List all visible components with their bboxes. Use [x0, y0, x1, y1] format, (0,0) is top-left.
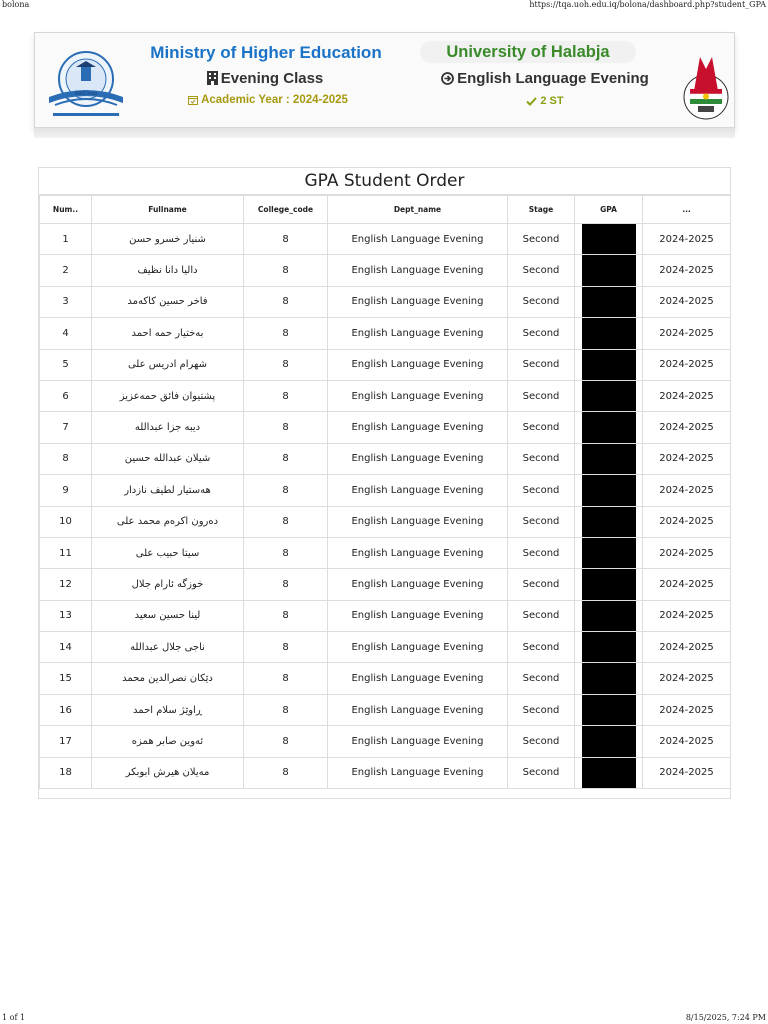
- cell-fullname: ڕاوێژ سلام احمد: [92, 694, 244, 725]
- cell-fullname: شنیار خسرو حسن: [92, 224, 244, 255]
- cell-college-code: 8: [244, 600, 328, 631]
- cell-college-code: 8: [244, 286, 328, 317]
- table-row: [40, 694, 731, 725]
- gpa-redacted-block: [582, 444, 636, 474]
- cell-dept-name: English Language Evening: [328, 349, 508, 380]
- cell-fullname: پشتیوان فائق حمەعزیز: [92, 380, 244, 411]
- cell-num: 17: [40, 726, 92, 757]
- cell-academic-year: 2024-2025: [643, 443, 731, 474]
- cell-stage: Second: [508, 255, 575, 286]
- building-icon: [207, 71, 218, 85]
- cell-fullname: دالیا دانا نظیف: [92, 255, 244, 286]
- cell-gpa: [575, 694, 643, 725]
- table-row: [40, 537, 731, 568]
- table-row: [40, 349, 731, 380]
- cell-gpa: [575, 380, 643, 411]
- cell-academic-year: 2024-2025: [643, 286, 731, 317]
- cell-college-code: 8: [244, 412, 328, 443]
- cell-num: 13: [40, 600, 92, 631]
- cell-fullname: خوزگە ئارام جلال: [92, 569, 244, 600]
- cell-fullname: مەیلان هیرش ابوبکر: [92, 757, 244, 788]
- cell-gpa: [575, 475, 643, 506]
- cell-college-code: 8: [244, 537, 328, 568]
- cell-num: 2: [40, 255, 92, 286]
- cell-college-code: 8: [244, 694, 328, 725]
- stage-indicator: [495, 95, 595, 107]
- university-logo: [680, 51, 732, 121]
- cell-gpa: [575, 286, 643, 317]
- cell-num: 18: [40, 757, 92, 788]
- cell-fullname: شیلان عبدالله حسین: [92, 443, 244, 474]
- cell-college-code: 8: [244, 443, 328, 474]
- cell-college-code: 8: [244, 757, 328, 788]
- cell-num: 11: [40, 537, 92, 568]
- cell-gpa: [575, 443, 643, 474]
- cell-dept-name: English Language Evening: [328, 632, 508, 663]
- cell-college-code: 8: [244, 726, 328, 757]
- gpa-redacted-block: [582, 538, 636, 568]
- cell-dept-name: English Language Evening: [328, 286, 508, 317]
- gpa-redacted-block: [582, 663, 636, 693]
- cell-stage: Second: [508, 443, 575, 474]
- cell-academic-year: 2024-2025: [643, 255, 731, 286]
- cell-stage: Second: [508, 349, 575, 380]
- print-header: [0, 0, 768, 12]
- cell-dept-name: English Language Evening: [328, 569, 508, 600]
- cell-college-code: 8: [244, 632, 328, 663]
- cell-dept-name: English Language Evening: [328, 318, 508, 349]
- cell-gpa: [575, 537, 643, 568]
- cell-gpa: [575, 600, 643, 631]
- cell-academic-year: 2024-2025: [643, 412, 731, 443]
- cell-academic-year: 2024-2025: [643, 318, 731, 349]
- cell-fullname: لینا حسین سعید: [92, 600, 244, 631]
- cell-num: 15: [40, 663, 92, 694]
- cell-college-code: 8: [244, 224, 328, 255]
- cell-stage: Second: [508, 412, 575, 443]
- cell-dept-name: English Language Evening: [328, 663, 508, 694]
- calendar-check-icon: [188, 95, 198, 105]
- cell-academic-year: 2024-2025: [643, 757, 731, 788]
- cell-num: 8: [40, 443, 92, 474]
- cell-dept-name: English Language Evening: [328, 475, 508, 506]
- cell-dept-name: English Language Evening: [328, 506, 508, 537]
- cell-dept-name: English Language Evening: [328, 600, 508, 631]
- ministry-title: Ministry of Higher Education: [150, 43, 382, 62]
- arrow-circle-right-icon: [441, 72, 454, 85]
- cell-academic-year: 2024-2025: [643, 663, 731, 694]
- table-row: [40, 286, 731, 317]
- table-row: [40, 506, 731, 537]
- gpa-table-panel: [38, 167, 731, 799]
- cell-gpa: [575, 318, 643, 349]
- cell-stage: Second: [508, 726, 575, 757]
- cell-fullname: دێکان نصرالدین محمد: [92, 663, 244, 694]
- cell-fullname: هەستیار لطیف نازدار: [92, 475, 244, 506]
- class-type-label: Evening Class: [220, 70, 324, 87]
- cell-college-code: 8: [244, 475, 328, 506]
- gpa-redacted-block: [582, 255, 636, 285]
- logo-left-text: KRG Iraq: [75, 91, 97, 97]
- col-more: ...: [643, 196, 731, 224]
- cell-stage: Second: [508, 757, 575, 788]
- cell-num: 7: [40, 412, 92, 443]
- table-row: [40, 443, 731, 474]
- table-row: [40, 380, 731, 411]
- cell-stage: Second: [508, 224, 575, 255]
- cell-num: 12: [40, 569, 92, 600]
- table-row: [40, 726, 731, 757]
- academic-year-label: Academic Year : 2024-2025: [201, 94, 348, 106]
- stage-indicator-label: 2 ST: [540, 95, 564, 107]
- department-heading: [415, 70, 675, 87]
- cell-stage: Second: [508, 694, 575, 725]
- cell-num: 16: [40, 694, 92, 725]
- table-row: [40, 318, 731, 349]
- cell-college-code: 8: [244, 506, 328, 537]
- cell-num: 5: [40, 349, 92, 380]
- cell-gpa: [575, 757, 643, 788]
- academic-year: [163, 94, 373, 106]
- cell-dept-name: English Language Evening: [328, 380, 508, 411]
- table-row: [40, 255, 731, 286]
- cell-stage: Second: [508, 632, 575, 663]
- cell-academic-year: 2024-2025: [643, 537, 731, 568]
- cell-gpa: [575, 506, 643, 537]
- gpa-redacted-block: [582, 350, 636, 380]
- cell-num: 4: [40, 318, 92, 349]
- cell-stage: Second: [508, 600, 575, 631]
- gpa-redacted-block: [582, 412, 636, 442]
- cell-college-code: 8: [244, 318, 328, 349]
- print-page-title: bolona: [2, 0, 30, 9]
- header-divider: [34, 128, 735, 138]
- cell-dept-name: English Language Evening: [328, 694, 508, 725]
- cell-fullname: ناجی جلال عبدالله: [92, 632, 244, 663]
- table-row: [40, 475, 731, 506]
- print-footer: [0, 1010, 768, 1024]
- col-num: Num..: [40, 196, 92, 224]
- cell-academic-year: 2024-2025: [643, 380, 731, 411]
- cell-num: 3: [40, 286, 92, 317]
- ministry-logo: [41, 43, 131, 123]
- gpa-redacted-block: [582, 726, 636, 756]
- cell-gpa: [575, 663, 643, 694]
- gpa-redacted-block: [582, 758, 636, 788]
- gpa-redacted-block: [582, 632, 636, 662]
- gpa-redacted-block: [582, 287, 636, 317]
- col-college-code: College_code: [244, 196, 328, 224]
- cell-gpa: [575, 726, 643, 757]
- cell-dept-name: English Language Evening: [328, 255, 508, 286]
- cell-gpa: [575, 349, 643, 380]
- cell-stage: Second: [508, 380, 575, 411]
- cell-gpa: [575, 224, 643, 255]
- cell-academic-year: 2024-2025: [643, 694, 731, 725]
- cell-college-code: 8: [244, 380, 328, 411]
- cell-college-code: 8: [244, 349, 328, 380]
- gpa-redacted-block: [582, 318, 636, 348]
- cell-academic-year: 2024-2025: [643, 224, 731, 255]
- gpa-redacted-block: [582, 475, 636, 505]
- cell-college-code: 8: [244, 663, 328, 694]
- print-url: https://tqa.uoh.edu.iq/bolona/dashboard.php?student_GPA: [529, 0, 766, 9]
- gpa-redacted-block: [582, 224, 636, 254]
- table-row: [40, 600, 731, 631]
- cell-dept-name: English Language Evening: [328, 443, 508, 474]
- cell-gpa: [575, 632, 643, 663]
- cell-academic-year: 2024-2025: [643, 569, 731, 600]
- cell-dept-name: English Language Evening: [328, 757, 508, 788]
- page-header-card: [34, 32, 735, 128]
- table-title: GPA Student Order: [39, 168, 730, 195]
- cell-stage: Second: [508, 286, 575, 317]
- cell-fullname: فاخر حسین کاکەمد: [92, 286, 244, 317]
- cell-stage: Second: [508, 569, 575, 600]
- cell-gpa: [575, 255, 643, 286]
- table-header-row: [40, 196, 731, 224]
- gpa-redacted-block: [582, 695, 636, 725]
- department-label: English Language Evening: [457, 70, 649, 87]
- cell-fullname: سیتا حبیب علی: [92, 537, 244, 568]
- cell-num: 1: [40, 224, 92, 255]
- table-row: [40, 632, 731, 663]
- check-icon: [526, 97, 537, 106]
- col-gpa: GPA: [575, 196, 643, 224]
- cell-fullname: ئەوین صابر همزه: [92, 726, 244, 757]
- cell-stage: Second: [508, 506, 575, 537]
- cell-academic-year: 2024-2025: [643, 475, 731, 506]
- cell-academic-year: 2024-2025: [643, 726, 731, 757]
- cell-fullname: دیبه جزا عبدالله: [92, 412, 244, 443]
- cell-stage: Second: [508, 537, 575, 568]
- cell-stage: Second: [508, 663, 575, 694]
- cell-gpa: [575, 569, 643, 600]
- cell-dept-name: English Language Evening: [328, 726, 508, 757]
- cell-academic-year: 2024-2025: [643, 506, 731, 537]
- cell-academic-year: 2024-2025: [643, 349, 731, 380]
- cell-gpa: [575, 412, 643, 443]
- print-page-number: 1 of 1: [2, 1013, 26, 1022]
- cell-fullname: دەرون اکرەم محمد علی: [92, 506, 244, 537]
- col-fullname: Fullname: [92, 196, 244, 224]
- cell-dept-name: English Language Evening: [328, 537, 508, 568]
- cell-stage: Second: [508, 475, 575, 506]
- table-row: [40, 663, 731, 694]
- col-dept-name: Dept_name: [328, 196, 508, 224]
- table-row: [40, 224, 731, 255]
- cell-dept-name: English Language Evening: [328, 224, 508, 255]
- cell-fullname: شهرام ادریس علی: [92, 349, 244, 380]
- table-row: [40, 569, 731, 600]
- cell-stage: Second: [508, 318, 575, 349]
- gpa-redacted-block: [582, 507, 636, 537]
- university-title: University of Halabja: [420, 41, 636, 63]
- class-type: [175, 70, 355, 87]
- print-datetime: 8/15/2025, 7:24 PM: [685, 1013, 766, 1022]
- cell-num: 9: [40, 475, 92, 506]
- gpa-table: [39, 195, 731, 789]
- cell-num: 6: [40, 380, 92, 411]
- cell-fullname: بەختیار حمه احمد: [92, 318, 244, 349]
- cell-college-code: 8: [244, 569, 328, 600]
- col-stage: Stage: [508, 196, 575, 224]
- cell-num: 14: [40, 632, 92, 663]
- table-row: [40, 412, 731, 443]
- cell-dept-name: English Language Evening: [328, 412, 508, 443]
- gpa-redacted-block: [582, 601, 636, 631]
- cell-academic-year: 2024-2025: [643, 600, 731, 631]
- gpa-redacted-block: [582, 569, 636, 599]
- table-row: [40, 757, 731, 788]
- cell-college-code: 8: [244, 255, 328, 286]
- gpa-redacted-block: [582, 381, 636, 411]
- cell-academic-year: 2024-2025: [643, 632, 731, 663]
- cell-num: 10: [40, 506, 92, 537]
